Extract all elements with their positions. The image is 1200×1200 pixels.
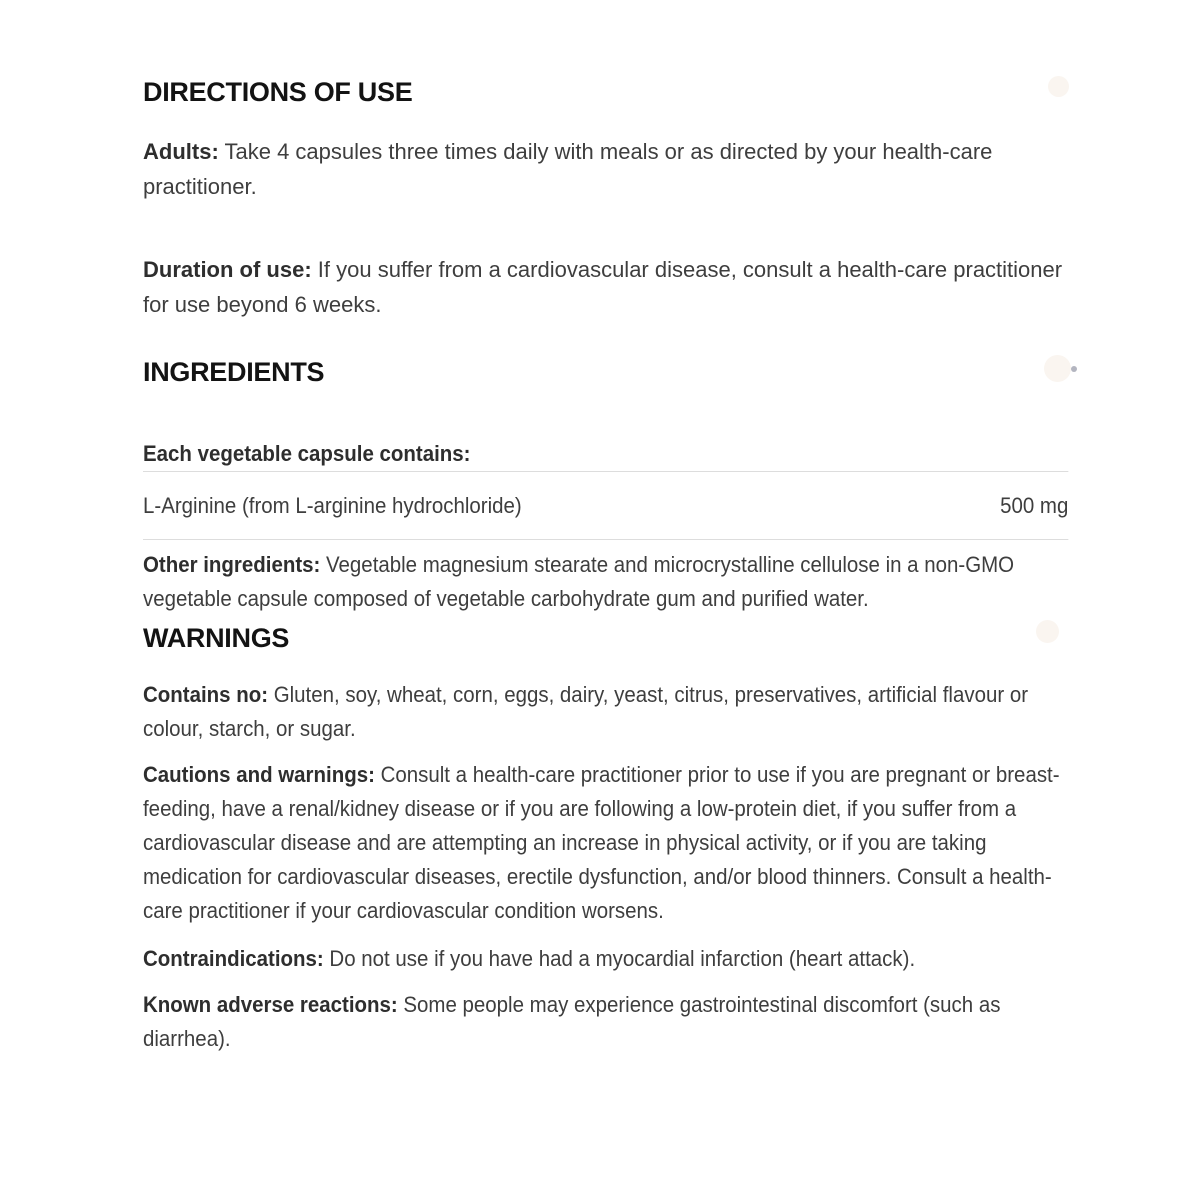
paragraph-label: Contraindications: bbox=[143, 946, 324, 971]
product-information-panel bbox=[143, 0, 1068, 1056]
paragraph-text: Do not use if you have had a myocardial infarction (heart attack). bbox=[329, 946, 916, 971]
table-divider-bottom bbox=[143, 539, 1068, 540]
paragraph-label: Contains no: bbox=[143, 682, 269, 707]
paragraph-adults-dosage bbox=[143, 134, 1068, 204]
ingredient-name: L-Arginine (from L-arginine hydrochloride) bbox=[143, 493, 522, 518]
paragraph-known-adverse-reactions bbox=[143, 988, 1068, 1056]
ingredient-amount: 500 mg bbox=[1000, 493, 1069, 518]
paragraph-text: Consult a health-care practitioner prior to use if you are pregnant or breast-feeding, have a renal/kidney disease or if you are following a low-protein diet, if you suffer from a cardiovascular disease and are attempting an increase in physical activity, or if you are taking medication for cardiovascular diseases, erectile dysfunction, and/or blood thinners. Consult a health-care practitioner if your cardiovascular condition worsens. bbox=[143, 762, 1060, 923]
paragraph-label: Other ingredients: bbox=[143, 552, 321, 577]
ingredients-table bbox=[143, 436, 1068, 540]
ingredient-row bbox=[143, 472, 1068, 539]
paragraph-label: Duration of use: bbox=[143, 257, 312, 282]
paragraph-label: Adults: bbox=[143, 139, 219, 164]
decorative-dot bbox=[1071, 366, 1077, 372]
heading-text: WARNINGS bbox=[143, 623, 290, 653]
section-heading-ingredients bbox=[143, 356, 1068, 388]
section-heading-directions-of-use bbox=[143, 76, 1068, 108]
paragraph-text: Vegetable magnesium stearate and microcrystalline cellulose in a non-GMO vegetable capsule composed of vegetable carbohydrate gum and purified water. bbox=[143, 552, 1015, 611]
paragraph-label: Cautions and warnings: bbox=[143, 762, 375, 787]
paragraph-contains-no bbox=[143, 678, 1068, 746]
decorative-circle bbox=[1036, 620, 1059, 643]
ingredients-table-header: Each vegetable capsule contains: bbox=[143, 441, 471, 466]
decorative-circle bbox=[1044, 355, 1071, 382]
paragraph-cautions-and-warnings bbox=[143, 758, 1068, 928]
paragraph-text: Some people may experience gastrointestinal discomfort (such as diarrhea). bbox=[143, 992, 1001, 1051]
paragraph-other-ingredients bbox=[143, 548, 1068, 616]
section-heading-warnings bbox=[143, 622, 1068, 654]
paragraph-duration-of-use bbox=[143, 252, 1068, 322]
decorative-circle bbox=[1048, 76, 1069, 97]
paragraph-text: Gluten, soy, wheat, corn, eggs, dairy, yeast, citrus, preservatives, artificial flavour or colour, starch, or sugar. bbox=[143, 682, 1029, 741]
paragraph-contraindications bbox=[143, 942, 1068, 976]
heading-text: DIRECTIONS OF USE bbox=[143, 77, 413, 107]
paragraph-text: Take 4 capsules three times daily with meals or as directed by your health-care practitioner. bbox=[143, 139, 993, 199]
paragraph-label: Known adverse reactions: bbox=[143, 992, 398, 1017]
paragraph-text: If you suffer from a cardiovascular disease, consult a health-care practitioner for use beyond 6 weeks. bbox=[143, 257, 1063, 317]
heading-text: INGREDIENTS bbox=[143, 357, 325, 387]
